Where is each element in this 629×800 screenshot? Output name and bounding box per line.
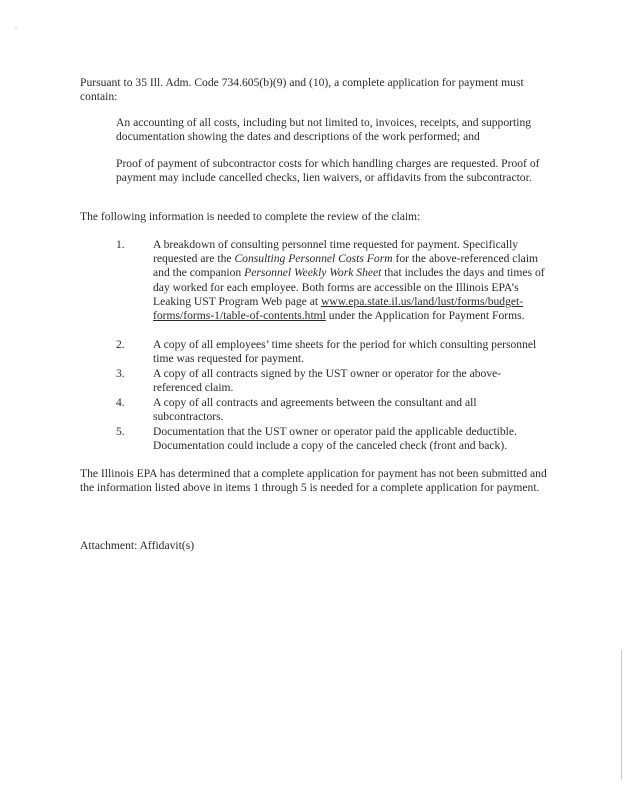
epa-forms-link[interactable]: www.epa.state.il.us/land/lust/forms/budget-forms/forms-1/table-of-contents.html: [153, 294, 524, 323]
item-text: A copy of all contracts signed by the UST owner or operator for the above-referenced claim.: [153, 367, 502, 395]
item-number: 1.: [116, 238, 125, 251]
item-text-part: under the Application for Payment Forms.: [325, 309, 525, 323]
needed-info-intro: The following information is needed to complete the review of the claim:: [80, 210, 421, 223]
conclusion-paragraph: The Illinois EPA has determined that a complete application for payment has not been submitted and the information listed above in items 1 through 5 is needed for a complete application for payment.: [80, 467, 547, 495]
item-text: Documentation that the UST owner or operator paid the applicable deductible. Documentation could include a copy of the canceled check (front and back).: [153, 425, 517, 453]
needed-items-list: [116, 238, 546, 453]
item-number: 3.: [116, 367, 125, 380]
weekly-work-sheet-name: Personnel Weekly Work Sheet: [244, 266, 382, 280]
item-text: [153, 238, 546, 323]
requirement-proof-of-payment: Proof of payment of subcontractor costs for which handling charges are requested. Proof of payment may include cancelled checks, lien waivers, or affidavits from the subcontractor.: [116, 157, 540, 185]
item-text-part: A breakdown of consulting personnel time requested for payment. Specifically requested are the: [153, 238, 519, 266]
list-item: [116, 367, 546, 396]
requirement-accounting: An accounting of all costs, including but not limited to, invoices, receipts, and supporting documentation showing the dates and descriptions of the work performed; and: [116, 116, 532, 144]
attachment-line: Attachment: Affidavit(s): [80, 539, 195, 552]
consulting-costs-form-name: Consulting Personnel Costs Form: [234, 252, 393, 266]
list-item: [116, 238, 546, 338]
item-number: 4.: [116, 396, 125, 409]
item-text: A copy of all employees’ time sheets for the period for which consulting personnel time was requested for payment.: [153, 338, 537, 366]
scan-edge-line: [621, 650, 622, 780]
list-item: [116, 396, 546, 425]
item-text-part: for the above-referenced claim and the companion: [153, 252, 539, 280]
list-item: [116, 425, 546, 453]
list-item: [116, 338, 546, 367]
item-text: A copy of all contracts and agreements between the consultant and all subcontractors.: [153, 396, 477, 424]
intro-paragraph: Pursuant to 35 Ill. Adm. Code 734.605(b)(9) and (10), a complete application for payment must contain:: [80, 76, 524, 104]
item-text-part: that includes the days and times of day worked for each employee. Both forms are accessible on the Illinois EPA’s Leaking UST Program Web page at: [153, 266, 545, 308]
item-number: 2.: [116, 338, 125, 351]
item-number: 5.: [116, 425, 125, 438]
scan-mark: [14, 28, 18, 29]
